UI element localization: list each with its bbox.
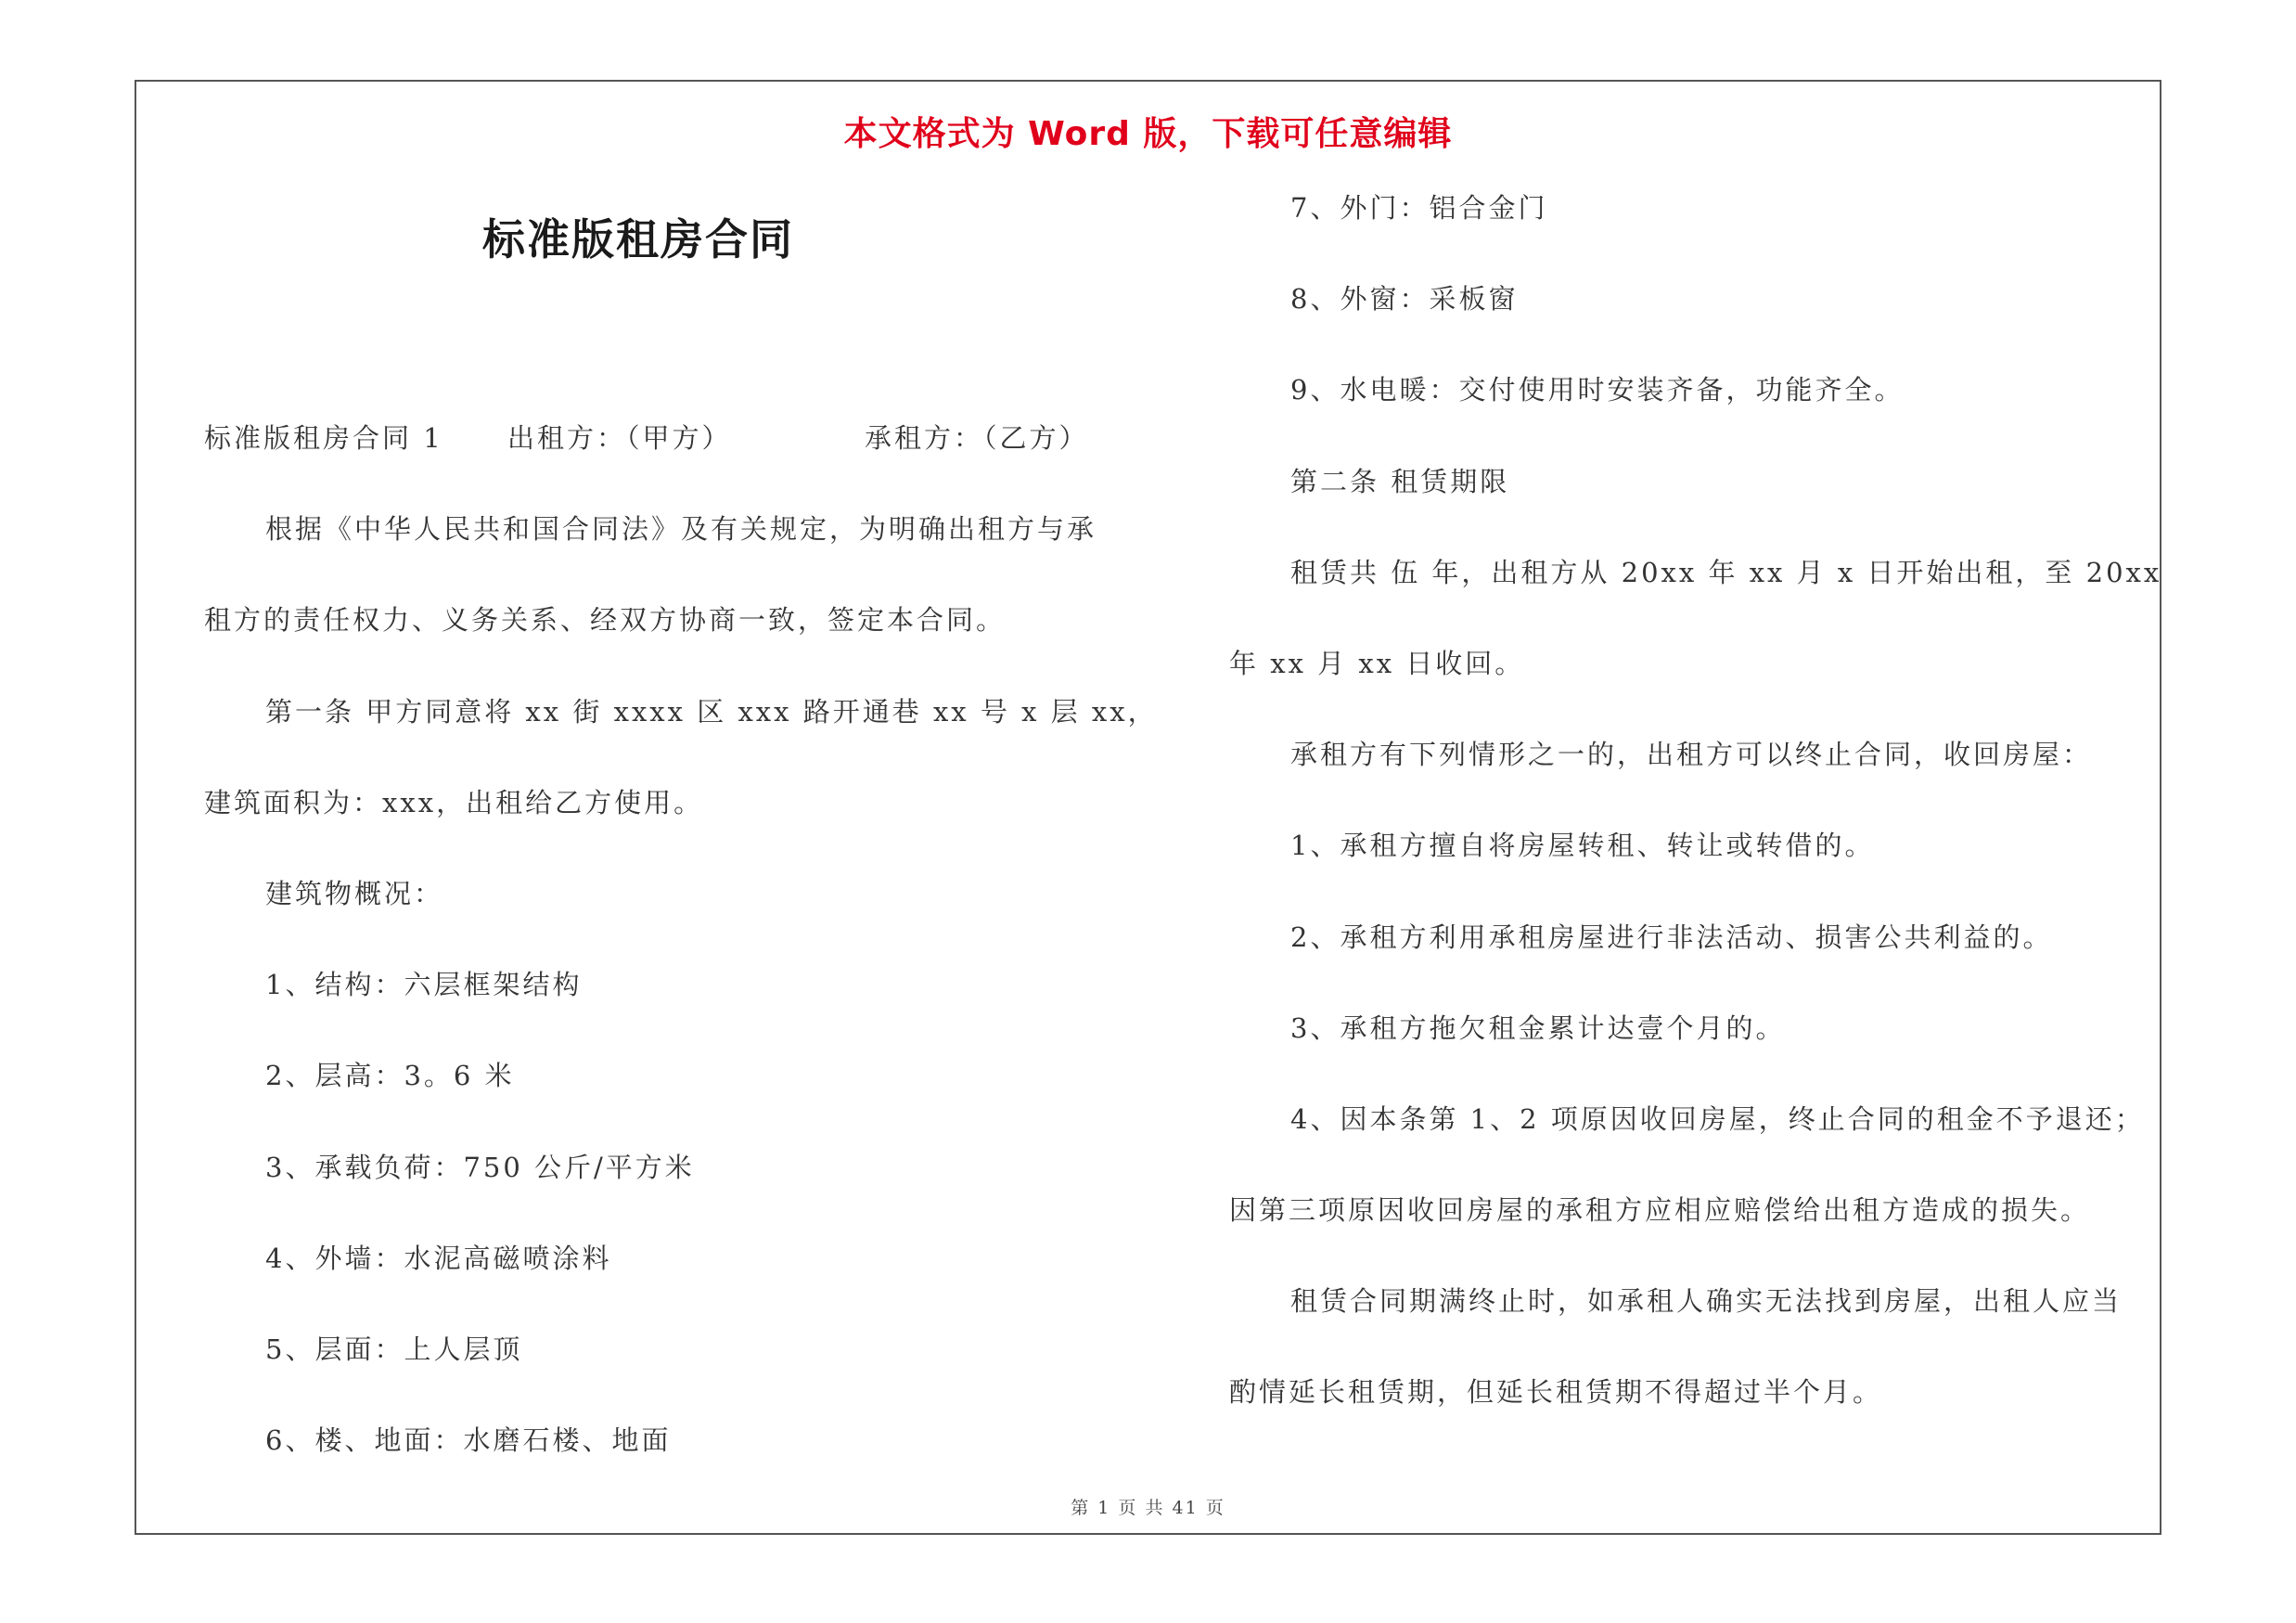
paragraph-line: 2、层高：3。6 米 [265,1060,515,1092]
paragraph-line: 租赁共 伍 年，出租方从 20xx 年 xx 月 x 日开始出租，至 20xx [1290,556,2162,588]
paragraph-line: 因第三项原因收回房屋的承租方应相应赔偿给出租方造成的损失。 [1229,1194,2091,1227]
right-column [1229,187,2162,1463]
paragraph-line: 1、承租方擅自将房屋转租、转让或转借的。 [1290,830,1875,862]
paragraph-line: 9、水电暖：交付使用时安装齐备，功能齐全。 [1290,374,1905,406]
left-column [204,418,1158,1511]
paragraph-line: 租方的责任权力、义务关系、经双方协商一致，签定本合同。 [204,604,1007,637]
paragraph-line: 7、外门：铝合金门 [1290,192,1548,224]
left-paragraphs [204,509,1158,1511]
contract-label: 标准版租房合同 1 [204,422,443,454]
page-footer: 第 1 页 共 41 页 [1071,1498,1225,1518]
paragraph-line: 3、承租方拖欠租金累计达壹个月的。 [1290,1011,1786,1044]
paragraph-line: 8、外窗：采板窗 [1290,283,1519,316]
intro-line [204,418,1132,509]
paragraph-line: 第一条 甲方同意将 xx 街 xxxx 区 xxx 路开通巷 xx 号 x 层 xx， [265,695,1158,728]
paragraph-line: 4、因本条第 1、2 项原因收回房屋，终止合同的租金不予退还； [1290,1102,2145,1135]
paragraph-line: 建筑面积为：xxx，出租给乙方使用。 [204,786,704,818]
paragraph-line: 建筑物概况： [265,877,444,909]
paragraph-line: 第二条 租赁期限 [1290,465,1510,497]
paragraph-line: 根据《中华人民共和国合同法》及有关规定，为明确出租方与承 [265,513,1097,546]
paragraph-line: 4、外墙：水泥高磁喷涂料 [265,1242,612,1274]
paragraph-line: 6、楼、地面：水磨石楼、地面 [265,1424,672,1457]
right-paragraphs [1229,187,2162,1463]
document-title: 标准版租房合同 [482,214,794,264]
lessor-label: 出租方：（甲方） [507,422,732,454]
paragraph-line: 租赁合同期满终止时，如承租人确实无法找到房屋，出租人应当 [1290,1285,2123,1318]
paragraph-line: 3、承载负荷：750 公斤/平方米 [265,1151,695,1183]
word-format-banner: 本文格式为 Word 版，下载可任意编辑 [843,115,1453,153]
lessee-label: 承租方：（乙方） [865,422,1089,454]
paragraph-line: 2、承租方利用承租房屋进行非法活动、损害公共利益的。 [1290,921,2053,953]
paragraph-line: 酌情延长租赁期，但延长租赁期不得超过半个月。 [1229,1376,1883,1409]
paragraph-line: 承租方有下列情形之一的，出租方可以终止合同，收回房屋： [1290,739,2093,771]
paragraph-line: 年 xx 月 xx 日收回。 [1229,647,1525,679]
paragraph-line: 1、结构：六层框架结构 [265,969,583,1001]
paragraph-line: 5、层面：上人层顶 [265,1333,523,1365]
